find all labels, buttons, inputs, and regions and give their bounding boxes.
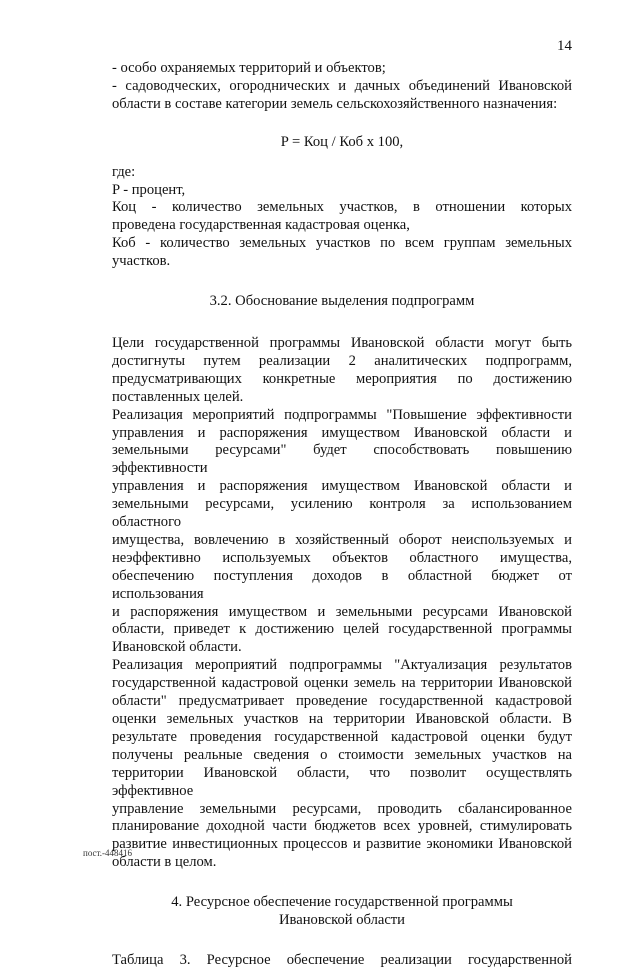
section-heading-line: Ивановской области (279, 912, 405, 929)
section-heading: 3.2. Обоснование выделения подпрограмм (209, 293, 475, 310)
list-item: - садоводческих, огороднических и дачных объединений Ивановской (112, 77, 572, 94)
paragraph-line: области в целом. (112, 854, 217, 871)
definition-line: где: (112, 163, 136, 180)
paragraph-line: Реализация мероприятий подпрограммы "Актуализация результатов (112, 657, 572, 674)
definition-line: Коц - количество земельных участков, в отношении которых (112, 199, 572, 216)
paragraph-line: достигнуты путем реализации 2 аналитических подпрограмм, (112, 352, 572, 369)
paragraph-line: Реализация мероприятий подпрограммы "Повышение эффективности (112, 406, 572, 423)
paragraph-line: получены реальные сведения о стоимости земельных участков на (112, 746, 572, 763)
table-caption: Таблица 3. Ресурсное обеспечение реализации государственной (112, 951, 572, 968)
paragraph-line: обеспечению поступления доходов в областной бюджет от использования (112, 567, 572, 602)
definition-line: P - процент, (112, 181, 186, 198)
paragraph-line: и распоряжения имуществом и земельными ресурсами Ивановской (112, 603, 572, 620)
definition-line: Коб - количество земельных участков по всем группам земельных (112, 235, 572, 252)
page-number: 14 (557, 38, 572, 54)
paragraph-line: оценки земельных участков на территории Ивановской области. В (112, 711, 572, 727)
paragraph-line: планирование доходной части бюджетов всех уровней, стимулировать (112, 818, 572, 835)
paragraph-line: поставленных целей. (112, 388, 244, 405)
section-heading (112, 894, 572, 930)
formula: P = Коц / Коб x 100, (280, 133, 404, 150)
paragraph-line: области" предусматривает проведение государственной кадастровой (112, 693, 572, 710)
paragraph-line: области, приведет к достижению целей государственной программы (112, 621, 572, 638)
paragraph-line: неэффективно используемых объектов областного имущества, (112, 549, 572, 566)
paragraph-line: предусматривающих конкретные мероприятия по достижению (112, 370, 572, 387)
paragraph-line: управления и распоряжения имуществом Ивановской области и (112, 424, 572, 441)
page-body (112, 60, 572, 970)
paragraph-line: территории Ивановской области, что позволит осуществлять эффективное (112, 764, 572, 799)
list-item: - особо охраняемых территорий и объектов; (112, 60, 386, 76)
paragraph-line: Цели государственной программы Ивановской области могут быть (112, 334, 572, 351)
paragraph-line: государственной кадастровой оценки земель на территории Ивановской (112, 675, 572, 692)
section-heading-line: 4. Ресурсное обеспечение государственной программы (171, 894, 513, 911)
paragraph-line: результате проведения государственной кадастровой оценки будут (112, 728, 572, 745)
paragraph-line: управление земельными ресурсами, проводить сбалансированное (112, 800, 572, 817)
document-code: пост.-448416 (83, 848, 133, 858)
definition-line: участков. (112, 253, 171, 270)
paragraph-line: земельными ресурсами, усилению контроля за использованием областного (112, 496, 572, 531)
paragraph-line: Ивановской области. (112, 639, 242, 656)
list-item-continuation: области в составе категории земель сельскохозяйственного назначения: (112, 95, 558, 112)
paragraph-line: развитие инвестиционных процессов и развитие экономики Ивановской (112, 836, 572, 853)
paragraph-line: управления и распоряжения имуществом Ивановской области и (112, 478, 572, 495)
definition-line: проведена государственная кадастровая оценка, (112, 217, 410, 234)
paragraph-line: земельными ресурсами" будет способствовать повышению эффективности (112, 442, 572, 477)
paragraph-line: имущества, вовлечению в хозяйственный оборот неиспользуемых и (112, 531, 572, 548)
